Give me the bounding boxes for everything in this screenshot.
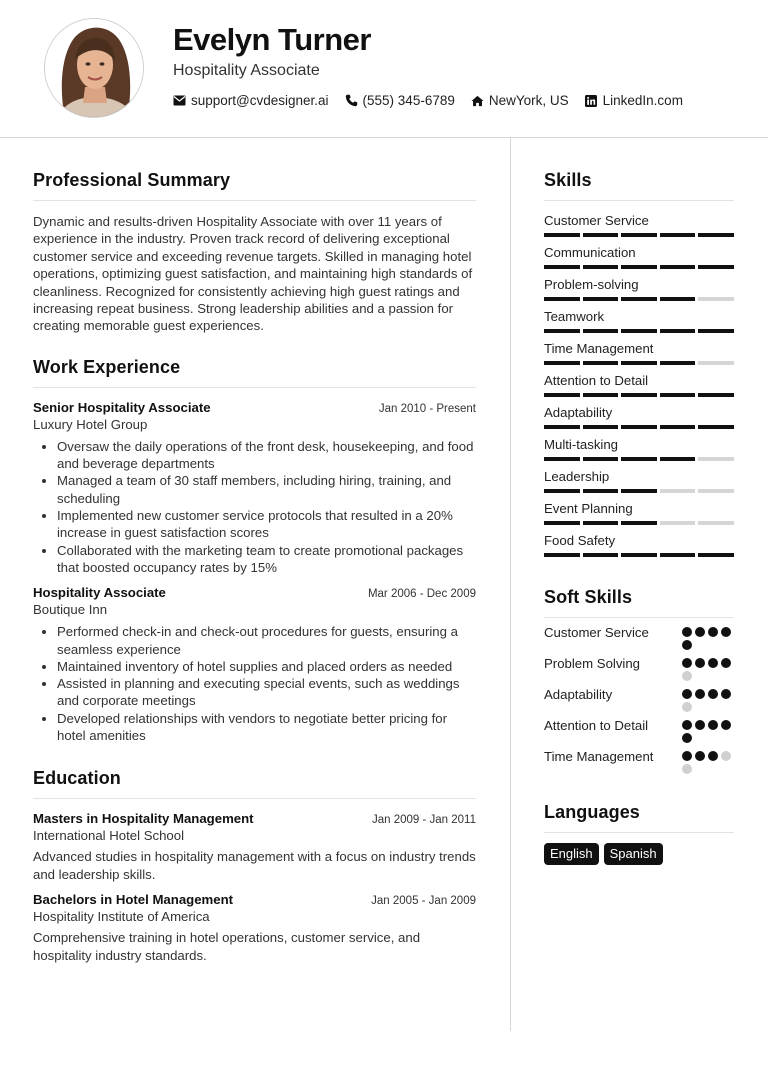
list-item: • Oversaw the daily operations of the front desk, housekeeping, and food and beverage departments xyxy=(57,438,476,473)
contact-list xyxy=(173,93,683,108)
soft-skill-name: Adaptability xyxy=(544,687,613,702)
skill-level-segment xyxy=(660,233,696,237)
skill-level-segment xyxy=(544,425,580,429)
skill-item xyxy=(544,437,734,461)
contact-location-text: NewYork, US xyxy=(488,93,569,108)
languages-list xyxy=(544,843,734,865)
languages-section xyxy=(544,802,734,865)
contact-email-text: support@cvdesigner.ai xyxy=(191,93,329,108)
skill-item xyxy=(544,373,734,397)
skill-name: Food Safety xyxy=(544,533,616,548)
rating-dot xyxy=(721,751,731,761)
soft-skill-item xyxy=(544,686,734,712)
skill-level-bar xyxy=(544,329,734,333)
rating-dot xyxy=(682,751,692,761)
skills-list xyxy=(544,213,734,557)
skill-level-segment xyxy=(660,297,696,301)
skill-level-bar xyxy=(544,521,734,525)
rating-dot xyxy=(695,689,705,699)
rating-dot xyxy=(682,671,692,681)
skill-level-segment xyxy=(660,457,696,461)
skill-level-segment xyxy=(544,489,580,493)
skill-name: Communication xyxy=(544,245,636,260)
phone-icon xyxy=(345,94,358,107)
education-entry xyxy=(33,892,476,964)
section-title: Soft Skills xyxy=(544,587,734,618)
rating-dot xyxy=(708,658,718,668)
soft-skill-rating xyxy=(682,624,734,650)
skill-level-segment xyxy=(544,361,580,365)
job-organization: Luxury Hotel Group xyxy=(33,416,148,432)
skill-level-bar xyxy=(544,425,734,429)
skill-level-segment xyxy=(544,329,580,333)
skill-level-segment xyxy=(621,393,657,397)
skill-level-segment xyxy=(698,297,734,301)
list-item: • Maintained inventory of hotel supplies and placed orders as needed xyxy=(57,658,476,675)
job-title: Hospitality Associate xyxy=(33,585,166,601)
rating-dot xyxy=(708,720,718,730)
contact-location xyxy=(471,93,569,108)
contact-phone-text: (555) 345-6789 xyxy=(362,93,455,108)
skill-level-segment xyxy=(660,553,696,557)
skill-item xyxy=(544,341,734,365)
skill-level-segment xyxy=(698,265,734,269)
envelope-icon xyxy=(173,94,186,107)
soft-skill-name: Problem Solving xyxy=(544,656,641,671)
education-description: Advanced studies in hospitality management with a focus on industry trends and leadership skills. xyxy=(33,849,476,882)
skill-level-segment xyxy=(621,233,657,237)
rating-dot xyxy=(695,658,705,668)
skill-level-segment xyxy=(583,361,619,365)
rating-dot xyxy=(682,764,692,774)
skill-level-segment xyxy=(583,521,619,525)
skill-level-segment xyxy=(621,361,657,365)
language-tag: English xyxy=(544,843,599,865)
rating-dot xyxy=(695,720,705,730)
skill-level-bar xyxy=(544,393,734,397)
job-organization: Boutique Inn xyxy=(33,602,108,618)
rating-dot xyxy=(682,640,692,650)
portrait-image xyxy=(45,19,144,118)
skill-level-segment xyxy=(621,297,657,301)
degree-title: Bachelors in Hotel Management xyxy=(33,892,234,908)
school-name: Hospitality Institute of America xyxy=(33,909,210,925)
education-date: Jan 2005 - Jan 2009 xyxy=(371,895,476,908)
section-title: Education xyxy=(33,768,476,799)
skill-level-segment xyxy=(583,425,619,429)
skill-level-bar xyxy=(544,489,734,493)
list-item: • Implemented new customer service protocols that resulted in a 20% increase in guest satisfaction scores xyxy=(57,507,476,542)
skill-level-segment xyxy=(621,265,657,269)
home-icon xyxy=(471,94,484,107)
skill-item xyxy=(544,405,734,429)
linkedin-icon xyxy=(585,94,598,107)
degree-title: Masters in Hospitality Management xyxy=(33,811,254,827)
job-date: Jan 2010 - Present xyxy=(378,402,476,415)
skill-level-segment xyxy=(698,329,734,333)
soft-skill-item xyxy=(544,748,734,774)
skill-item xyxy=(544,277,734,301)
skill-level-segment xyxy=(621,329,657,333)
skill-level-bar xyxy=(544,297,734,301)
skill-level-segment xyxy=(544,265,580,269)
candidate-name: Evelyn Turner xyxy=(173,22,371,57)
skill-level-bar xyxy=(544,233,734,237)
skill-level-segment xyxy=(660,393,696,397)
main-column xyxy=(33,170,476,964)
skill-level-segment xyxy=(583,265,619,269)
skill-level-segment xyxy=(583,393,619,397)
rating-dot xyxy=(721,720,731,730)
skill-level-segment xyxy=(583,329,619,333)
resume-header xyxy=(0,0,768,138)
rating-dot xyxy=(708,627,718,637)
skill-level-segment xyxy=(698,233,734,237)
skill-item xyxy=(544,245,734,269)
skill-level-segment xyxy=(544,521,580,525)
skill-level-segment xyxy=(544,457,580,461)
skill-level-segment xyxy=(583,233,619,237)
summary-text: Dynamic and results-driven Hospitality Associate with over 11 years of experience in the industry. Proven track record of delivering exceptional customer service and exceeding revenue targets. Skilled in managing hotel operations, optimizing guest satisfaction, and maintaining high standards of cleanliness. Recognized for consistently achieving high guest ratings and increasing repeat business. Strong leadership abilities and a passion for creating memorable guest experiences. xyxy=(33,214,473,334)
contact-phone[interactable] xyxy=(345,93,455,108)
skill-level-segment xyxy=(698,457,734,461)
language-tag: Spanish xyxy=(604,843,663,865)
soft-skill-item xyxy=(544,655,734,681)
skill-name: Adaptability xyxy=(544,405,613,420)
skill-level-bar xyxy=(544,553,734,557)
skill-level-segment xyxy=(660,361,696,365)
rating-dot xyxy=(682,658,692,668)
skill-level-segment xyxy=(660,329,696,333)
skill-level-segment xyxy=(621,489,657,493)
school-name: International Hotel School xyxy=(33,828,185,844)
skill-item xyxy=(544,533,734,557)
soft-skill-name: Time Management xyxy=(544,749,654,764)
section-title: Work Experience xyxy=(33,357,476,388)
skill-level-bar xyxy=(544,265,734,269)
skill-level-segment xyxy=(621,521,657,525)
rating-dot xyxy=(721,689,731,699)
skill-name: Leadership xyxy=(544,469,610,484)
soft-skills-section xyxy=(544,587,734,774)
skill-level-segment xyxy=(583,297,619,301)
rating-dot xyxy=(695,627,705,637)
skill-level-segment xyxy=(660,521,696,525)
summary-section xyxy=(33,170,476,335)
skill-level-segment xyxy=(583,457,619,461)
skill-level-segment xyxy=(621,425,657,429)
skill-level-segment xyxy=(621,553,657,557)
section-title: Professional Summary xyxy=(33,170,476,201)
soft-skill-item xyxy=(544,717,734,743)
job-title: Senior Hospitality Associate xyxy=(33,399,211,415)
job-entry xyxy=(33,585,476,744)
rating-dot xyxy=(682,733,692,743)
skill-level-segment xyxy=(660,265,696,269)
soft-skills-list xyxy=(544,624,734,774)
skill-name: Customer Service xyxy=(544,213,649,228)
section-title: Skills xyxy=(544,170,734,201)
education-date: Jan 2009 - Jan 2011 xyxy=(371,814,476,827)
education-description: Comprehensive training in hotel operations, customer service, and hospitality industry standards. xyxy=(33,930,421,963)
skill-level-segment xyxy=(698,425,734,429)
education-entry xyxy=(33,811,476,883)
skill-level-segment xyxy=(583,553,619,557)
list-item: • Developed relationships with vendors to negotiate better pricing for hotel amenities xyxy=(57,710,476,745)
soft-skill-rating xyxy=(682,655,734,681)
rating-dot xyxy=(695,751,705,761)
skill-item xyxy=(544,309,734,333)
skill-level-segment xyxy=(660,489,696,493)
skill-name: Attention to Detail xyxy=(544,373,649,388)
column-divider xyxy=(510,138,511,1031)
rating-dot xyxy=(682,689,692,699)
skill-level-bar xyxy=(544,361,734,365)
soft-skill-rating xyxy=(682,717,734,743)
skill-name: Problem-solving xyxy=(544,277,639,292)
profile-photo xyxy=(44,18,144,118)
soft-skill-item xyxy=(544,624,734,650)
rating-dot xyxy=(682,720,692,730)
sidebar-column xyxy=(544,170,734,865)
job-date: Mar 2006 - Dec 2009 xyxy=(367,588,476,601)
rating-dot xyxy=(682,627,692,637)
skills-section xyxy=(544,170,734,557)
skill-level-segment xyxy=(698,393,734,397)
education-section xyxy=(33,768,476,964)
candidate-role: Hospitality Associate xyxy=(173,62,320,79)
contact-email[interactable] xyxy=(173,93,329,108)
skill-level-segment xyxy=(698,489,734,493)
job-bullets xyxy=(57,623,476,744)
skill-item xyxy=(544,469,734,493)
experience-section xyxy=(33,357,476,744)
job-entry xyxy=(33,400,476,576)
rating-dot xyxy=(721,658,731,668)
list-item: • Assisted in planning and executing special events, such as weddings and corporate meetings xyxy=(57,675,476,710)
skill-item xyxy=(544,213,734,237)
skill-level-segment xyxy=(583,489,619,493)
skill-level-segment xyxy=(698,361,734,365)
soft-skill-rating xyxy=(682,748,734,774)
contact-linkedin[interactable] xyxy=(585,93,683,108)
rating-dot xyxy=(708,751,718,761)
skill-level-segment xyxy=(660,425,696,429)
skill-item xyxy=(544,501,734,525)
list-item: • Collaborated with the marketing team to create promotional packages that boosted occupancy rates by 15% xyxy=(57,542,476,577)
list-item: • Performed check-in and check-out procedures for guests, ensuring a seamless experience xyxy=(57,623,476,658)
skill-level-segment xyxy=(544,233,580,237)
skill-level-segment xyxy=(544,393,580,397)
rating-dot xyxy=(708,689,718,699)
skill-level-segment xyxy=(621,457,657,461)
skill-level-segment xyxy=(698,521,734,525)
section-title: Languages xyxy=(544,802,734,833)
job-bullets xyxy=(57,438,476,576)
skill-level-segment xyxy=(544,297,580,301)
skill-name: Event Planning xyxy=(544,501,633,516)
skill-name: Teamwork xyxy=(544,309,605,324)
skill-level-segment xyxy=(544,553,580,557)
list-item: • Managed a team of 30 staff members, including hiring, training, and scheduling xyxy=(57,472,476,507)
rating-dot xyxy=(682,702,692,712)
soft-skill-name: Customer Service xyxy=(544,625,649,640)
soft-skill-rating xyxy=(682,686,734,712)
rating-dot xyxy=(721,627,731,637)
skill-name: Time Management xyxy=(544,341,654,356)
skill-level-bar xyxy=(544,457,734,461)
skill-level-segment xyxy=(698,553,734,557)
soft-skill-name: Attention to Detail xyxy=(544,718,649,733)
contact-linkedin-text: LinkedIn.com xyxy=(602,93,683,108)
skill-name: Multi-tasking xyxy=(544,437,619,452)
